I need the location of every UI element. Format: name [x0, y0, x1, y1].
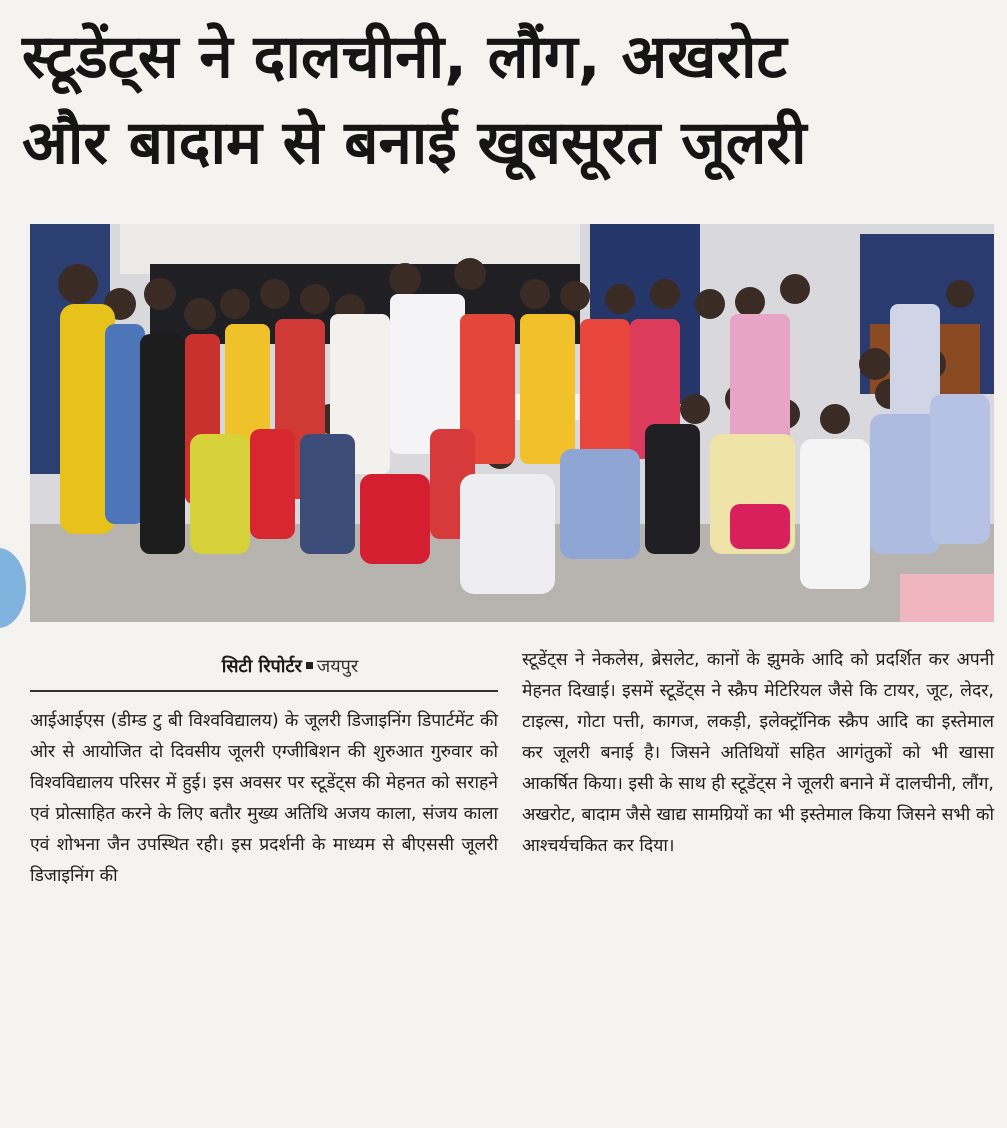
- article-column-2: स्टूडेंट्स ने नेकलेस, ब्रेसलेट, कानों के झुमके आदि को प्रदर्शित कर अपनी मेहनत दिखाई। इसमें स्टूडेंट्स ने स्क्रैप मेटिरियल जैसे कि टायर, जूट, लेदर, टाइल्स, गोटा पत्ती, कागज, लकड़ी, इलेक्ट्रॉनिक स्क्रैप आदि का इस्तेमाल कर जूलरी बनाई है। जिसने अतिथियों सहित आगंतुकों को भी खासा आकर्षित किया। इसी के साथ ही स्टूडेंट्स ने जूलरी बनाने में दालचीनी, लौंग, अखरोट, बादाम जैसे खाद्य सामग्रियों का भी इस्तेमाल किया जिसने सभी को आश्चर्यचकित कर दिया।: [522, 650, 994, 856]
- byline-divider: [30, 690, 498, 692]
- group-photo: [30, 224, 994, 622]
- city-name: जयपुर: [316, 656, 359, 677]
- blue-side-circle: [0, 548, 26, 628]
- headline-line-2: और बादाम से बनाई खूबसूरत जूलरी: [22, 108, 807, 178]
- reporter-name: सिटी रिपोर्टर: [221, 656, 302, 677]
- headline: [22, 14, 992, 186]
- square-bullet-icon: [306, 662, 313, 669]
- byline: [90, 654, 490, 678]
- group-photo-illustration: [30, 224, 994, 622]
- headline-line-1: स्टूडेंट्स ने दालचीनी, लौंग, अखरोट: [22, 22, 787, 92]
- article-column-1: आईआईएस (डीम्ड टु बी विश्वविद्यालय) के जूलरी डिजाइनिंग डिपार्टमेंट की ओर से आयोजित दो दिवसीय जूलरी एग्जीबिशन की शुरुआत गुरुवार को विश्वविद्यालय परिसर में हुई। इस अवसर पर स्टूडेंट्स की मेहनत को सराहने एवं प्रोत्साहित करने के लिए बतौर मुख्य अतिथि अजय काला, संजय काला एवं शोभना जैन उपस्थित रही। इस प्रदर्शनी के माध्यम से बीएससी जूलरी डिजाइनिंग की: [30, 711, 498, 886]
